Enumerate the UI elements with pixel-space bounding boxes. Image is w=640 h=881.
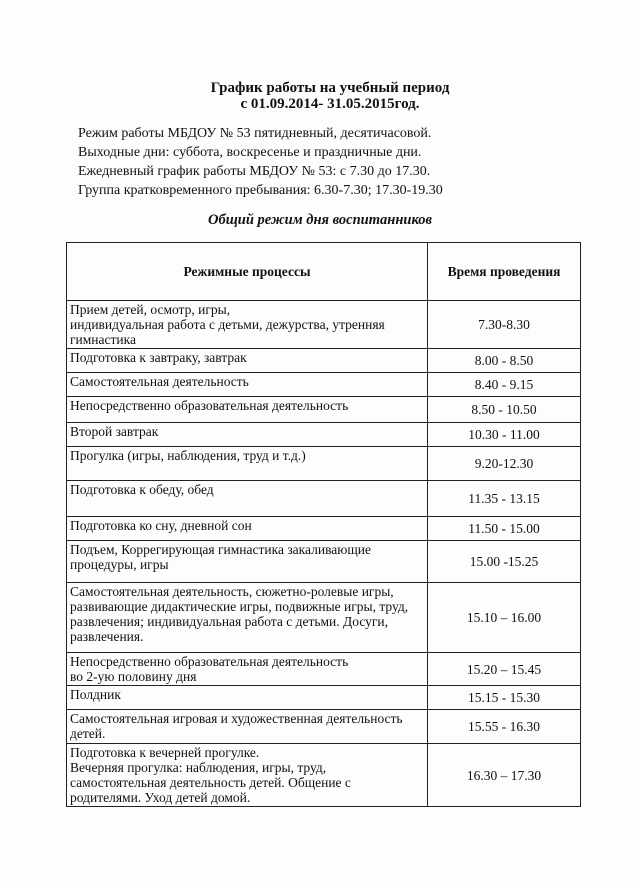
time-cell: 8.40 - 9.15: [428, 373, 581, 397]
table-row: [67, 423, 581, 447]
table-row: [67, 686, 581, 710]
info-line-days-off: Выходные дни: суббота, воскресенье и праздничные дни.: [78, 145, 422, 160]
process-cell: Прогулка (игры, наблюдения, труд и т.д.): [67, 447, 428, 481]
table-row: [67, 517, 581, 541]
table-row: [67, 653, 581, 686]
column-header-time: Время проведения: [428, 243, 581, 301]
process-cell: Самостоятельная игровая и художественная деятельность детей.: [67, 710, 428, 744]
time-cell: 15.20 – 15.45: [428, 653, 581, 686]
table-row: [67, 541, 581, 583]
time-cell: 10.30 - 11.00: [428, 423, 581, 447]
time-cell: 15.00 -15.25: [428, 541, 581, 583]
time-cell: 15.10 – 16.00: [428, 583, 581, 653]
process-cell: Самостоятельная деятельность, сюжетно-ролевые игры, развивающие дидактические игры, подвижные игры, труд, развлечения; индивидуальная работа с детьми. Досуги, развлечения.: [67, 583, 428, 653]
process-cell: Полдник: [67, 686, 428, 710]
process-cell: Непосредственно образовательная деятельность: [67, 397, 428, 423]
info-line-schedule-mode: Режим работы МБДОУ № 53 пятидневный, десятичасовой.: [78, 126, 432, 141]
time-cell: 8.50 - 10.50: [428, 397, 581, 423]
time-cell: 15.15 - 15.30: [428, 686, 581, 710]
process-cell: Подготовка к вечерней прогулке. Вечерняя прогулка: наблюдения, игры, труд, самостоятельная деятельность детей. Общение с родителями. Уход детей домой.: [67, 744, 428, 807]
table-row: [67, 447, 581, 481]
process-cell: Непосредственно образовательная деятельность во 2-ую половину дня: [67, 653, 428, 686]
section-subtitle: Общий режим дня воспитанников: [208, 212, 432, 228]
table-row: [67, 710, 581, 744]
time-cell: 11.50 - 15.00: [428, 517, 581, 541]
time-cell: 15.55 - 16.30: [428, 710, 581, 744]
document-title: График работы на учебный период: [210, 80, 450, 96]
table-row: [67, 301, 581, 349]
time-cell: 11.35 - 13.15: [428, 481, 581, 517]
document-period: с 01.09.2014- 31.05.2015год.: [240, 96, 420, 112]
process-cell: Подготовка к обеду, обед: [67, 481, 428, 517]
table-row: [67, 583, 581, 653]
schedule-table: [66, 242, 581, 807]
process-cell: Подъем, Коррегирующая гимнастика закаливающие процедуры, игры: [67, 541, 428, 583]
info-block: [78, 124, 443, 200]
column-header-process: Режимные процессы: [67, 243, 428, 301]
table-row: [67, 481, 581, 517]
table-row: [67, 397, 581, 423]
process-cell: Прием детей, осмотр, игры, индивидуальная работа с детьми, дежурства, утренняя гимнастика: [67, 301, 428, 349]
table-row: [67, 349, 581, 373]
info-line-short-stay-group: Группа кратковременного пребывания: 6.30-7.30; 17.30-19.30: [78, 183, 443, 198]
time-cell: 16.30 – 17.30: [428, 744, 581, 807]
process-cell: Второй завтрак: [67, 423, 428, 447]
process-cell: Самостоятельная деятельность: [67, 373, 428, 397]
table-row: [67, 373, 581, 397]
process-cell: Подготовка ко сну, дневной сон: [67, 517, 428, 541]
process-cell: Подготовка к завтраку, завтрак: [67, 349, 428, 373]
table-header-row: [67, 243, 581, 301]
info-line-daily-hours: Ежедневный график работы МБДОУ № 53: с 7.30 до 17.30.: [78, 164, 431, 179]
time-cell: 9.20-12.30: [428, 447, 581, 481]
time-cell: 7.30-8.30: [428, 301, 581, 349]
time-cell: 8.00 - 8.50: [428, 349, 581, 373]
table-row: [67, 744, 581, 807]
